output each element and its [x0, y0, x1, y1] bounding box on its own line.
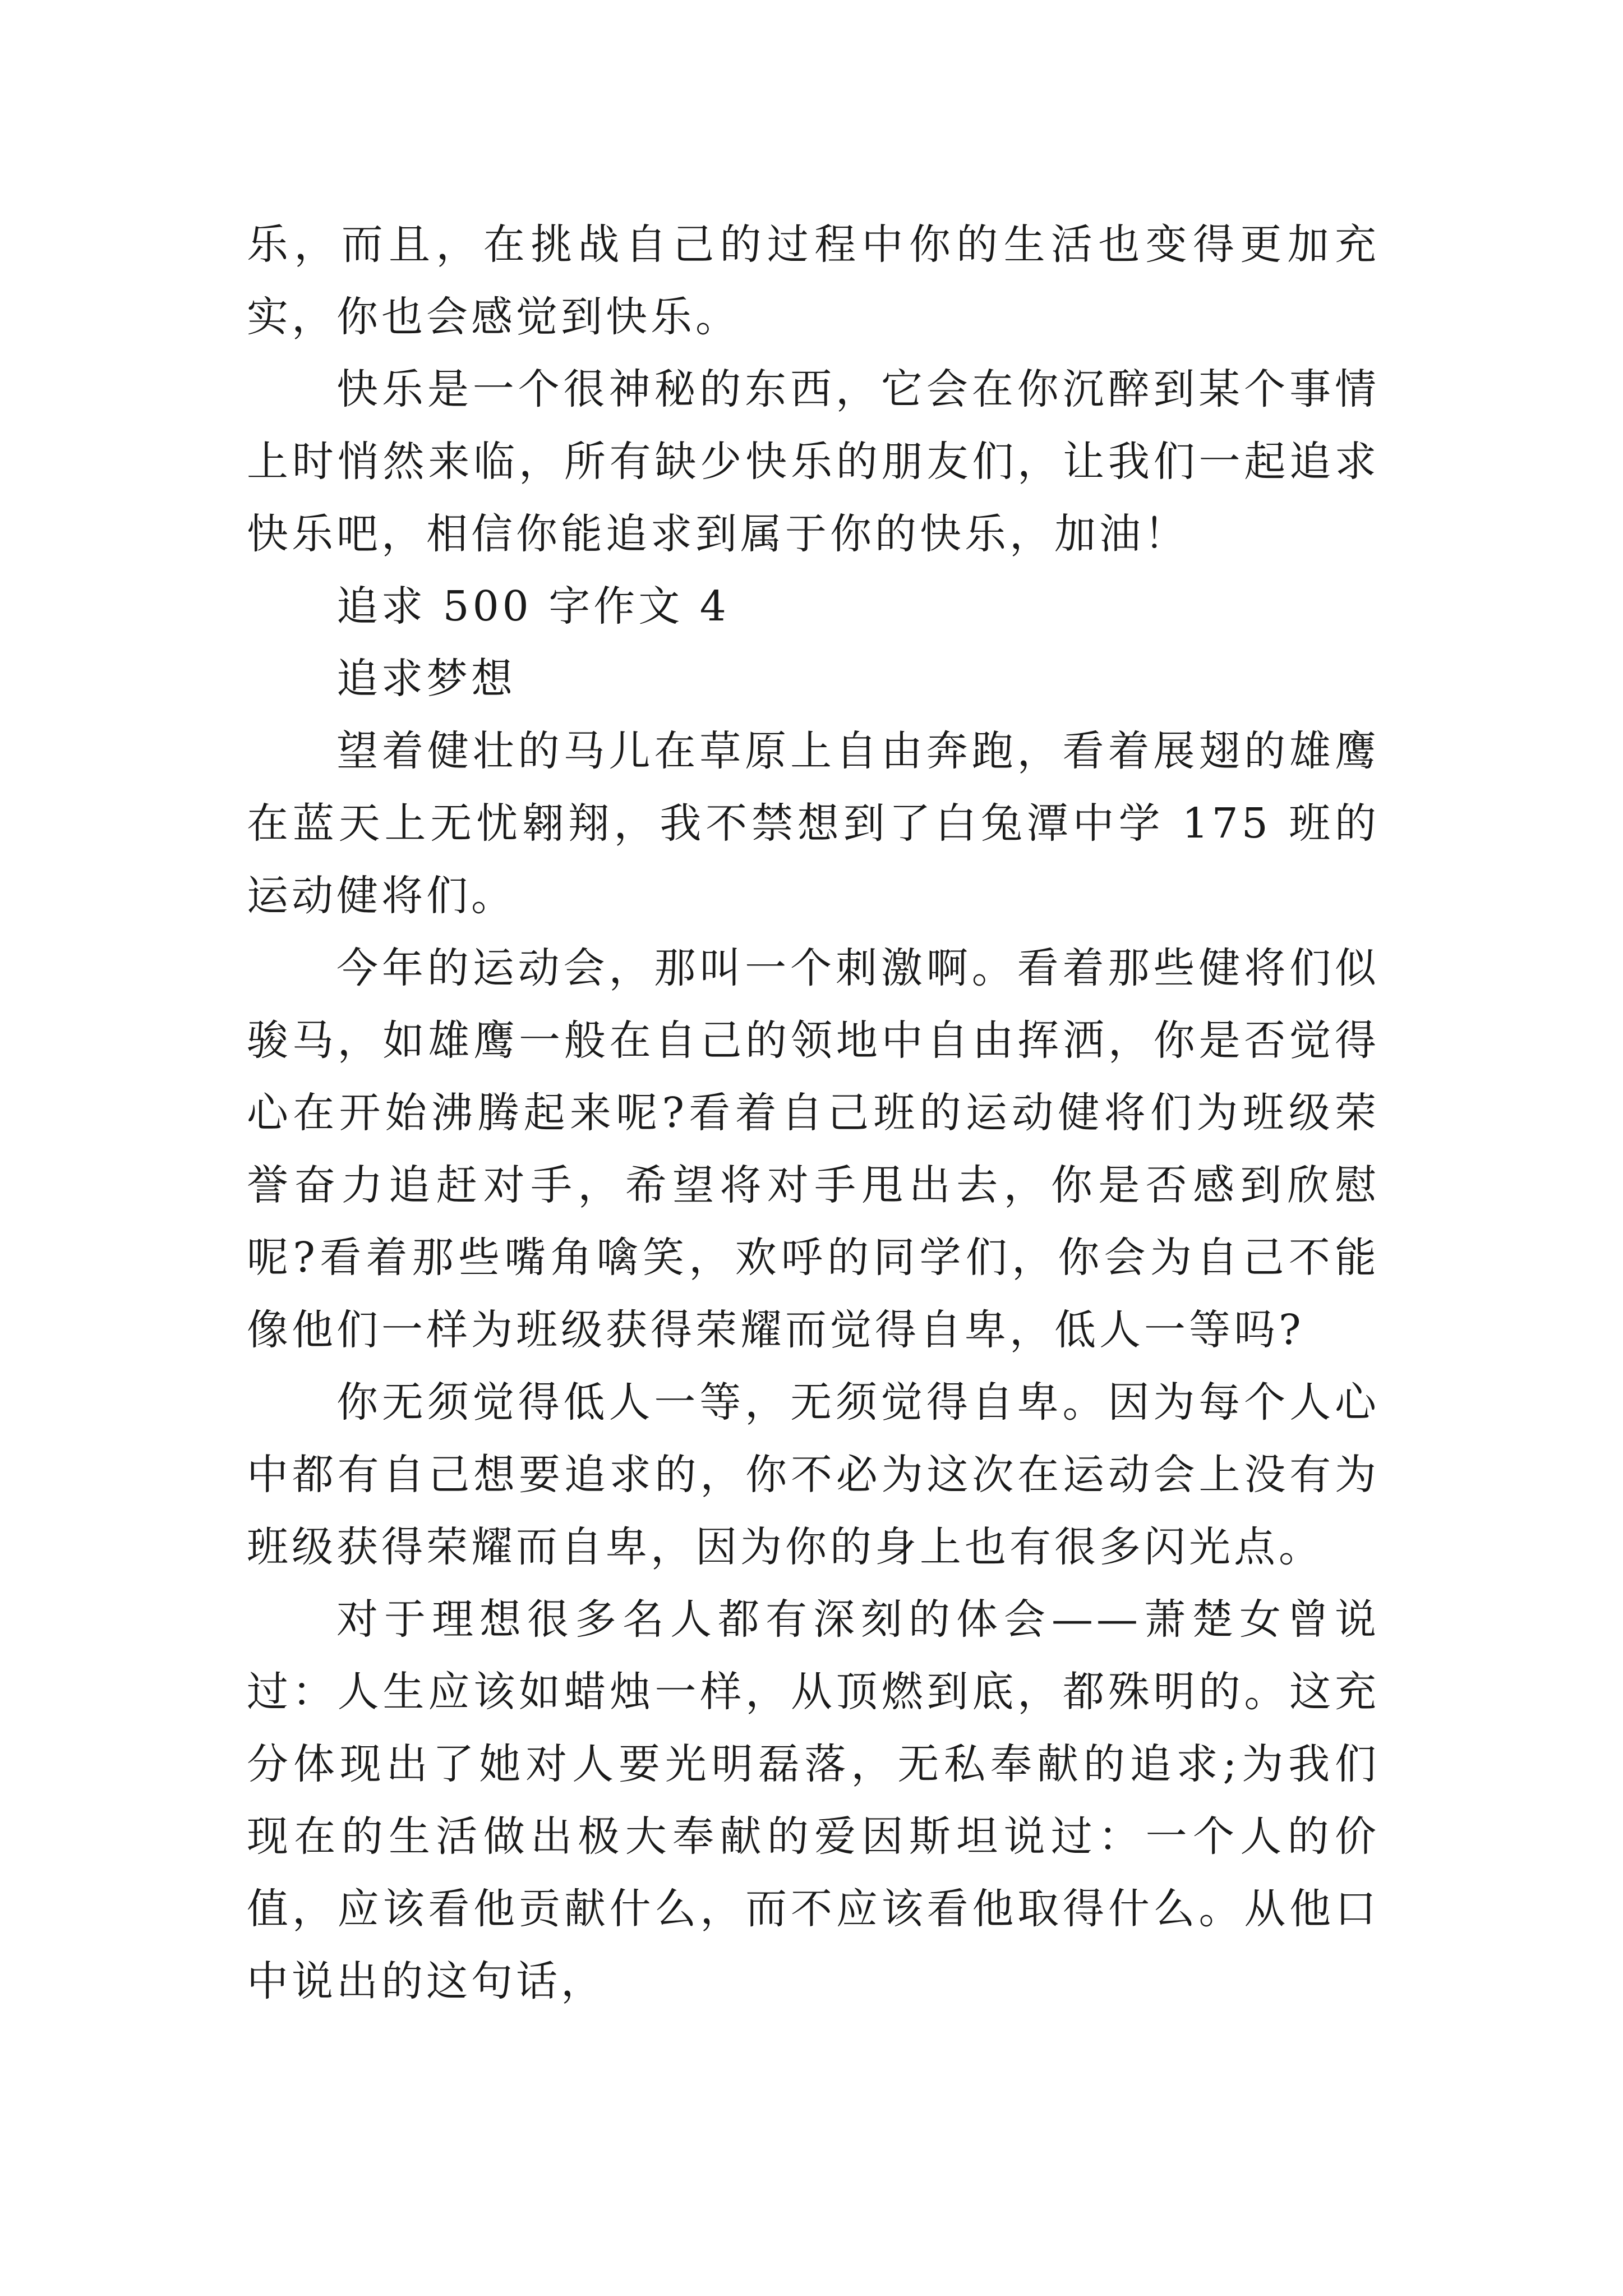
paragraph-5: 你无须觉得低人一等，无须觉得自卑。因为每个人心中都有自己想要追求的，你不必为这次在运动会上没有为班级获得荣耀而自卑，因为你的身上也有很多闪光点。: [247, 1378, 1380, 1571]
paragraph-3: 望着健壮的马儿在草原上自由奔跑，看着展翅的雄鹰在蓝天上无忧翱翔，我不禁想到了白兔潭中学 175 班的运动健将们。: [247, 727, 1380, 920]
paragraph-4: 今年的运动会，那叫一个刺激啊。看着那些健将们似骏马，如雄鹰一般在自己的领地中自由挥洒，你是否觉得心在开始沸腾起来呢?看着自己班的运动健将们为班级荣誉奋力追赶对手，希望将对手甩出去，你是否感到欣慰呢?看着那些嘴角噙笑，欢呼的同学们，你会为自己不能像他们一样为班级获得荣耀而觉得自卑，低人一等吗?: [247, 944, 1380, 1354]
paragraph-1: 乐，而且，在挑战自己的过程中你的生活也变得更加充实，你也会感觉到快乐。: [247, 220, 1380, 341]
document-body: [247, 209, 1380, 2018]
paragraph-2: 快乐是一个很神秘的东西，它会在你沉醉到某个事情上时悄然来临，所有缺少快乐的朋友们，让我们一起追求快乐吧，相信你能追求到属于你的快乐，加油！: [247, 365, 1380, 558]
essay-title: 追求梦想: [336, 655, 516, 703]
paragraph-6: 对于理想很多名人都有深刻的体会——萧楚女曾说过：人生应该如蜡烛一样，从顶燃到底，都殊明的。这充分体现出了她对人要光明磊落，无私奉献的追求;为我们现在的生活做出极大奉献的爱因斯坦说过：一个人的价值，应该看他贡献什么，而不应该看他取得什么。从他口中说出的这句话，: [247, 1595, 1380, 2005]
essay-heading: 追求 500 字作文 4: [336, 582, 730, 631]
